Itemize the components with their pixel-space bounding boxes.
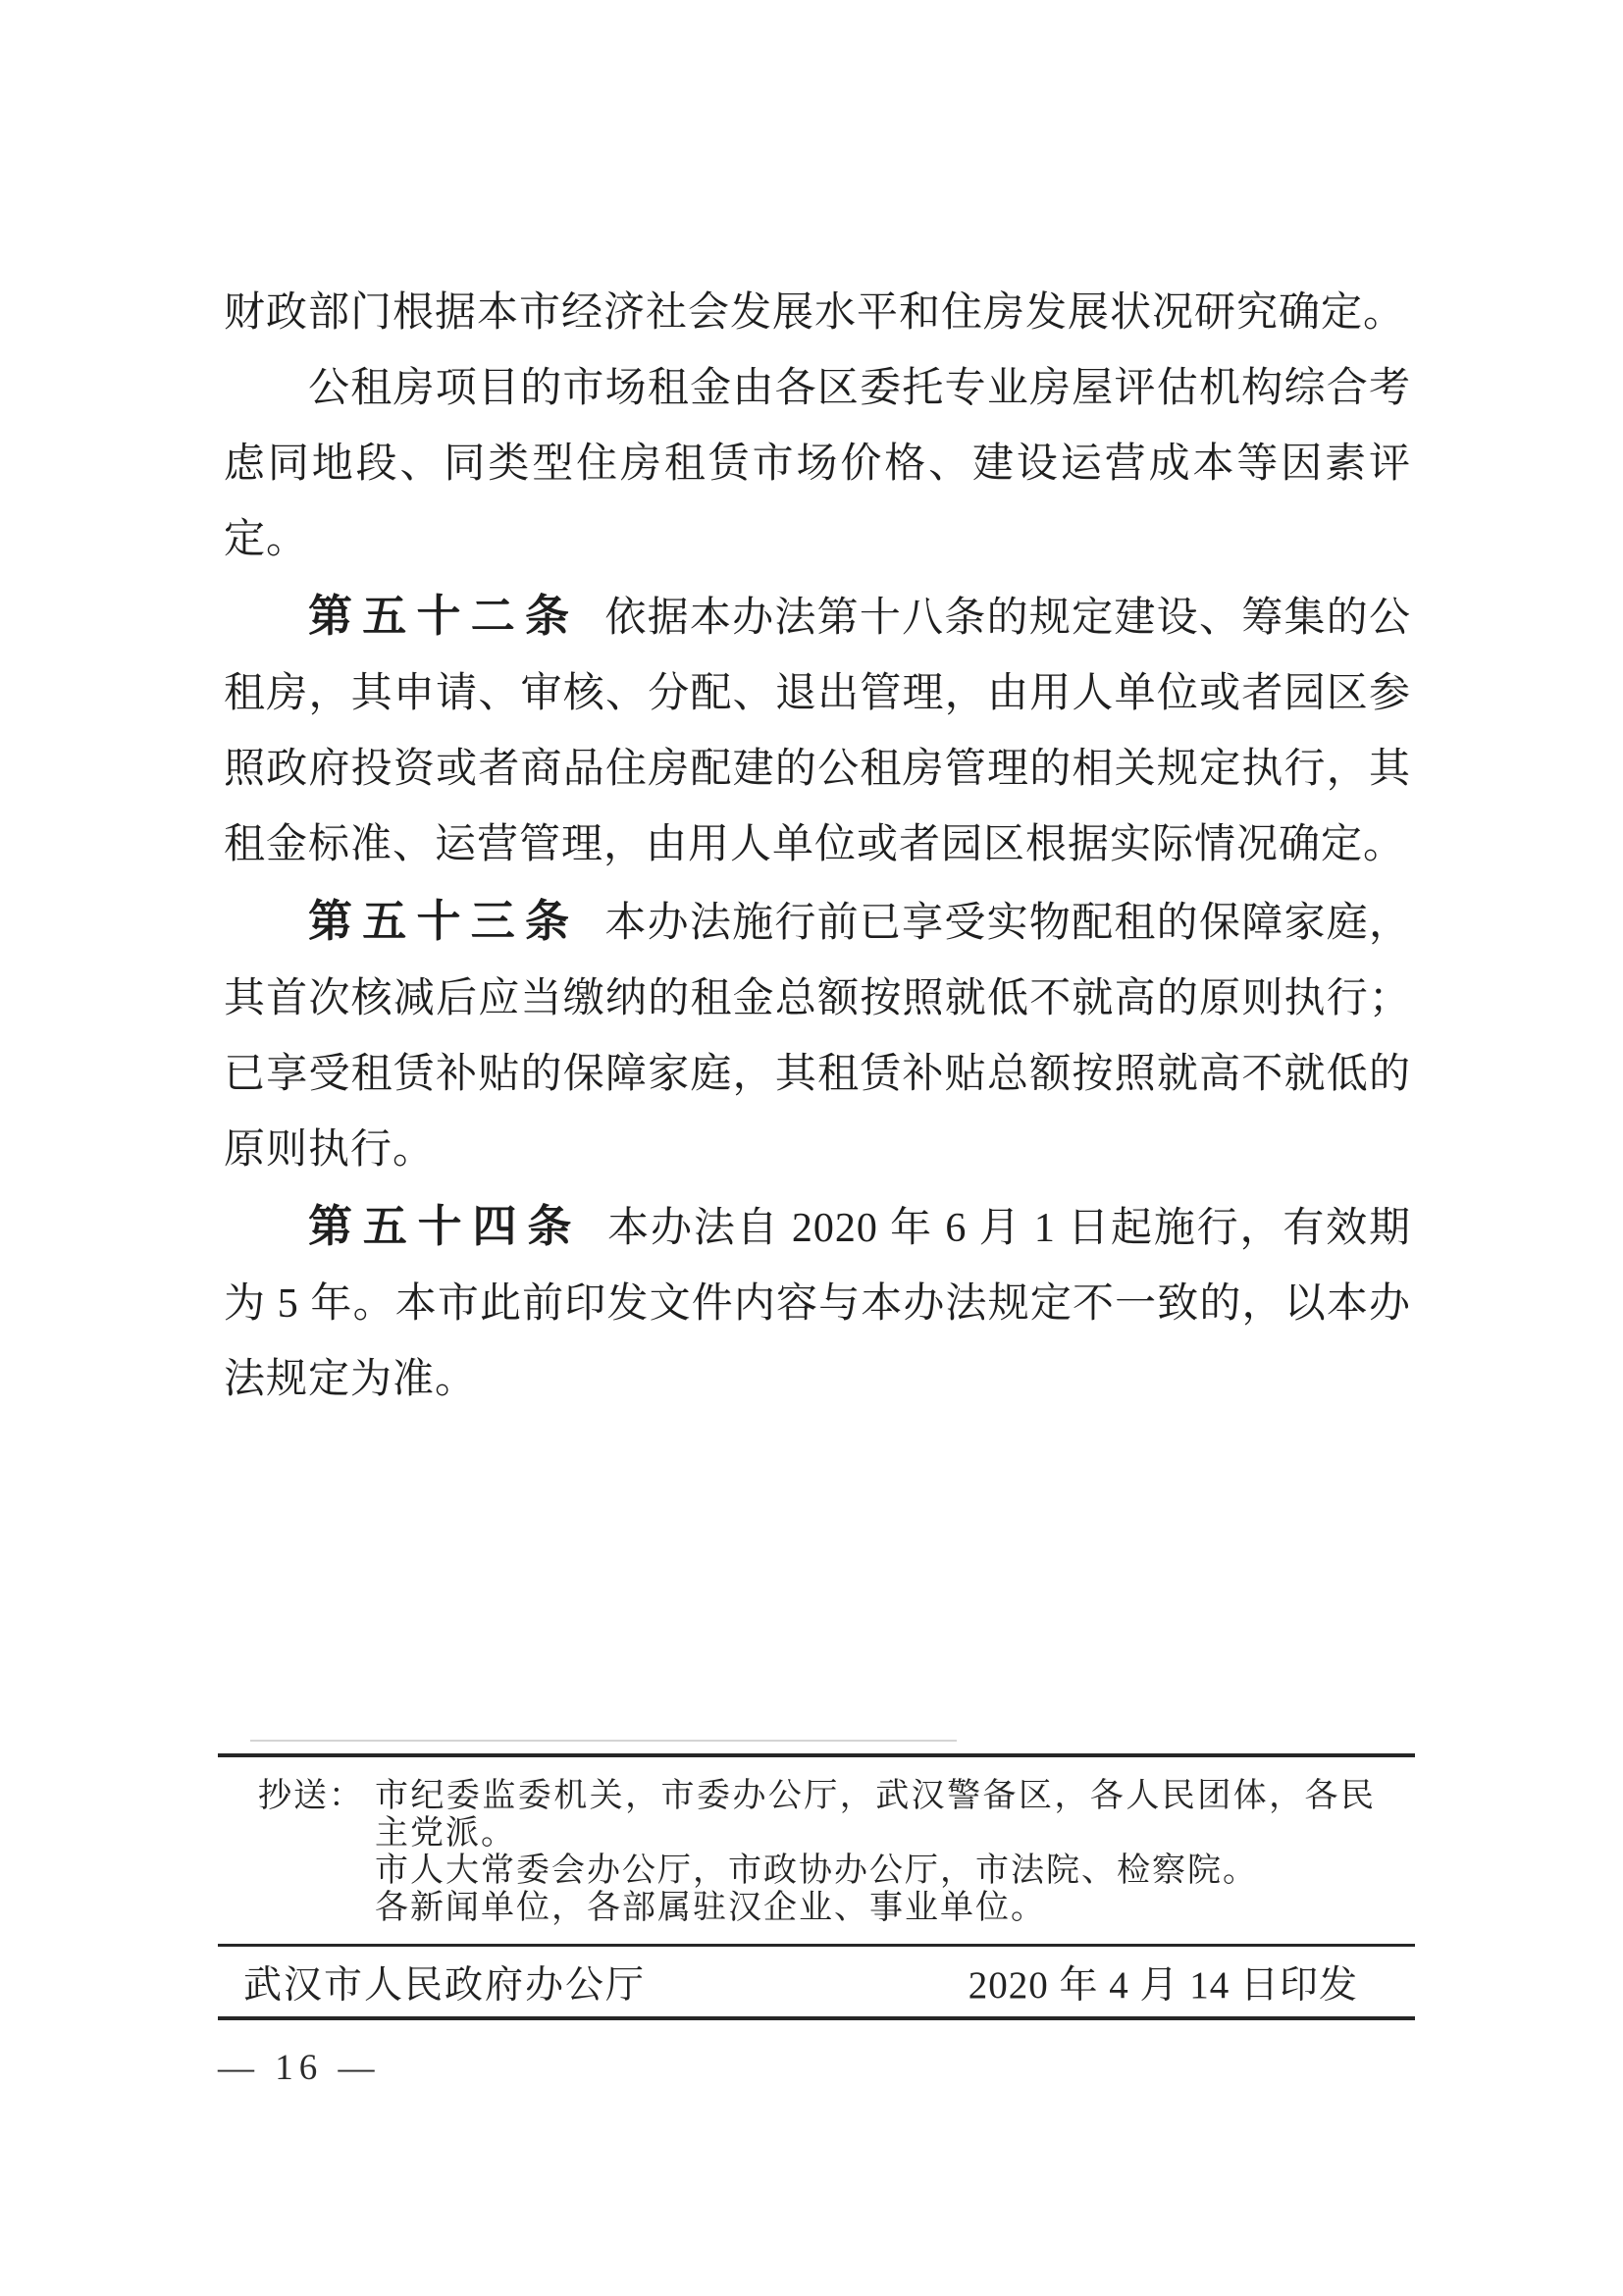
issuer-row [218, 1947, 1415, 2016]
body-paragraph [224, 276, 1411, 351]
body-paragraph [224, 578, 1411, 883]
scan-artifact-line [250, 1740, 957, 1742]
cc-line: 市人大常委会办公厅，市政协办公厅，市法院、检察院。 [375, 1852, 1258, 1889]
copy-to-block [258, 1778, 1416, 1927]
footer-top-rule [218, 1753, 1415, 1757]
paragraph-text: 依据本办法第十八条的规定建设、筹集的公租房，其申请、审核、分配、退出管理，由用人单位或者园区参照政府投资或者商品住房配建的公租房管理的相关规定执行，其租金标准、运营管理，由用人单位或者园区根据实际情况确定。 [224, 596, 1411, 867]
body-paragraph [224, 1188, 1411, 1418]
cc-body [375, 1778, 1376, 1927]
print-date: 2020 年 4 月 14 日印发 [968, 1963, 1358, 2007]
paragraph-text: 本办法施行前已享受实物配租的保障家庭，其首次核减后应当缴纳的租金总额按照就低不就高的原则执行；已享受租赁补贴的保障家庭，其租赁补贴总额按照就高不就低的原则执行。 [224, 901, 1411, 1173]
paragraph-text: 财政部门根据本市经济社会发展水平和住房发展状况研究确定。 [224, 290, 1406, 336]
cc-line: 市纪委监委机关，市委办公厅，武汉警备区，各人民团体，各民主党派。 [375, 1778, 1376, 1852]
article-number-heading: 第五十四条 [308, 1201, 583, 1251]
article-number-heading: 第五十二条 [308, 591, 580, 641]
cc-line: 各新闻单位，各部属驻汉企业、事业单位。 [375, 1890, 1046, 1926]
footer-bottom-rule [218, 2016, 1415, 2020]
paragraph-text: 公租房项目的市场租金由各区委托专业房屋评估机构综合考虑同地段、同类型住房租赁市场价格、建设运营成本等因素评定。 [224, 366, 1411, 562]
issuing-office: 武汉市人民政府办公厅 [243, 1963, 647, 2007]
article-number-heading: 第五十三条 [308, 896, 580, 946]
document-body [224, 276, 1411, 1418]
cc-label: 抄送： [258, 1778, 364, 1814]
body-paragraph [224, 351, 1411, 578]
paragraph-text: 本办法自 2020 年 6 月 1 日起施行，有效期为 5 年。本市此前印发文件内容与本办法规定不一致的，以本办法规定为准。 [224, 1206, 1411, 1402]
page-number: — 16 — [218, 2048, 381, 2088]
body-paragraph [224, 883, 1411, 1188]
